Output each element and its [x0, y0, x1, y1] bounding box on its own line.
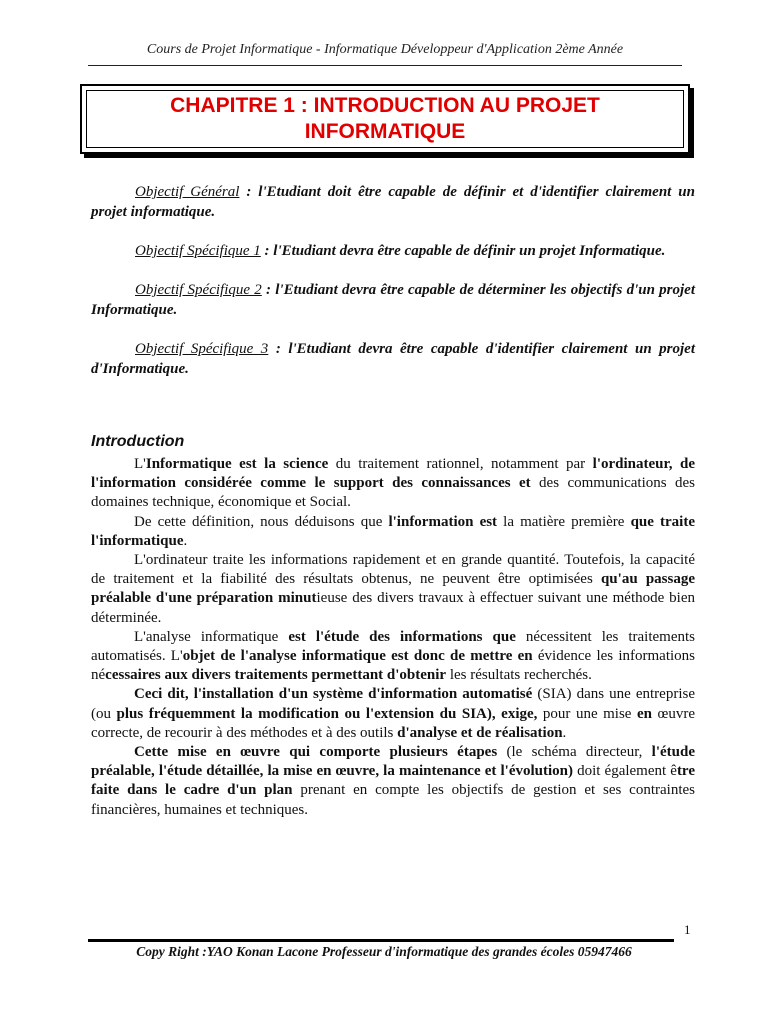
bold-text: l'information est	[388, 513, 498, 530]
bold-text: Cette mise en œuvre qui comporte plusieurs étapes	[134, 744, 498, 761]
objective-label: Objectif Spécifique 1	[135, 243, 261, 259]
body-text: prenant en compte les objectifs de gestion et ses contraintes financières, humaines et techniques.	[91, 782, 695, 818]
intro-paragraph	[91, 743, 695, 820]
objective-label: Objectif Général	[135, 184, 240, 200]
body-text: ieuse des divers travaux à effectuer suivant une méthode bien déterminée.	[91, 590, 695, 626]
body-text: œuvre correcte, de recourir à des méthodes et à des outils	[91, 705, 695, 741]
body-text: évidence les informations né	[91, 648, 696, 684]
page-footer: Copy Right :YAO Konan Lacone Professeur d'informatique des grandes écoles 05947466	[136, 944, 632, 959]
introduction-body	[91, 455, 695, 820]
intro-paragraph	[91, 551, 695, 628]
chapter-title-box	[80, 84, 690, 154]
objective-text: : l'Etudiant devra être capable d'identifier clairement un projet d'Informatique.	[91, 341, 695, 377]
body-text: doit également ê	[572, 763, 677, 780]
header-rule	[88, 65, 682, 66]
introduction-heading: Introduction	[91, 433, 185, 450]
intro-paragraph	[91, 628, 695, 686]
objective-text: : l'Etudiant devra être capable de déterminer les objectifs d'un projet Informatique.	[91, 282, 696, 318]
body-text: De cette définition, nous déduisons que	[134, 513, 389, 530]
objective-specific-1	[91, 241, 695, 261]
bold-text: cessaires aux divers traitements permettant d'obtenir	[105, 667, 447, 684]
body-text: L'	[134, 456, 146, 472]
objective-specific-2	[91, 280, 695, 320]
bold-text: que traite l'informatique	[91, 513, 695, 549]
body-text: .	[562, 724, 567, 741]
body-text: .	[183, 532, 188, 549]
intro-paragraph	[91, 685, 695, 743]
bold-text: Informatique est la science	[145, 456, 329, 472]
body-text: la matière première	[497, 513, 631, 530]
body-text: L'analyse informatique	[134, 628, 289, 645]
intro-paragraph	[91, 455, 695, 513]
footer-rule	[88, 939, 674, 942]
bold-text: l'étude préalable, l'étude détaillée, la mise en œuvre, la maintenance et l'évolution)	[91, 744, 696, 780]
body-text: du traitement rationnel, notamment par	[328, 456, 593, 472]
bold-text: est l'étude des informations que	[288, 628, 516, 645]
body-text: (SIA) dans une entreprise (ou	[91, 686, 695, 722]
body-text: nécessitent les traitements automatisés. L'	[91, 628, 696, 665]
bold-text: objet de l'analyse informatique est donc de mettre en	[182, 648, 533, 665]
body-text: des communications des domaines technique, économique et Social.	[91, 475, 695, 511]
bold-text: l'ordinateur, de l'information considérée comme le support des connaissances et	[91, 456, 696, 492]
bold-text: d'analyse et de réalisation	[397, 724, 563, 741]
intro-paragraph	[91, 513, 695, 551]
page-header: Cours de Projet Informatique - Informatique Développeur d'Application 2ème Année	[146, 42, 624, 57]
objective-label: Objectif Spécifique 2	[135, 282, 262, 298]
bold-text: plus fréquemment la modification ou l'extension du SIA), exige,	[116, 705, 538, 722]
bold-text: tre faite dans le cadre d'un plan	[91, 763, 695, 799]
bold-text: Ceci dit, l'installation d'un système d'information automatisé	[134, 686, 533, 703]
bold-text: qu'au passage préalable d'une préparation minut	[91, 571, 696, 607]
objective-text: : l'Etudiant devra être capable de définir un projet Informatique.	[260, 243, 666, 259]
objective-text: : l'Etudiant doit être capable de définir et d'identifier clairement un projet informatique.	[91, 184, 695, 220]
body-text: (le schéma directeur,	[497, 744, 652, 761]
objective-general	[91, 182, 695, 222]
objective-label: Objectif Spécifique 3	[135, 341, 269, 357]
objectives-section	[91, 182, 695, 398]
body-text: les résultats recherchés.	[446, 667, 592, 684]
body-text: L'ordinateur traite les informations rapidement et en grande quantité. Toutefois, la capacité de traitement et la fiabilité des résultats obtenus, ne peuvent être optimisées	[91, 552, 695, 588]
body-text: pour une mise	[537, 705, 637, 722]
objective-specific-3	[91, 339, 695, 379]
chapter-title: CHAPITRE 1 : INTRODUCTION AU PROJET INFORMATIQUE	[170, 94, 600, 143]
page-number: 1	[684, 922, 691, 937]
bold-text: en	[636, 705, 652, 722]
